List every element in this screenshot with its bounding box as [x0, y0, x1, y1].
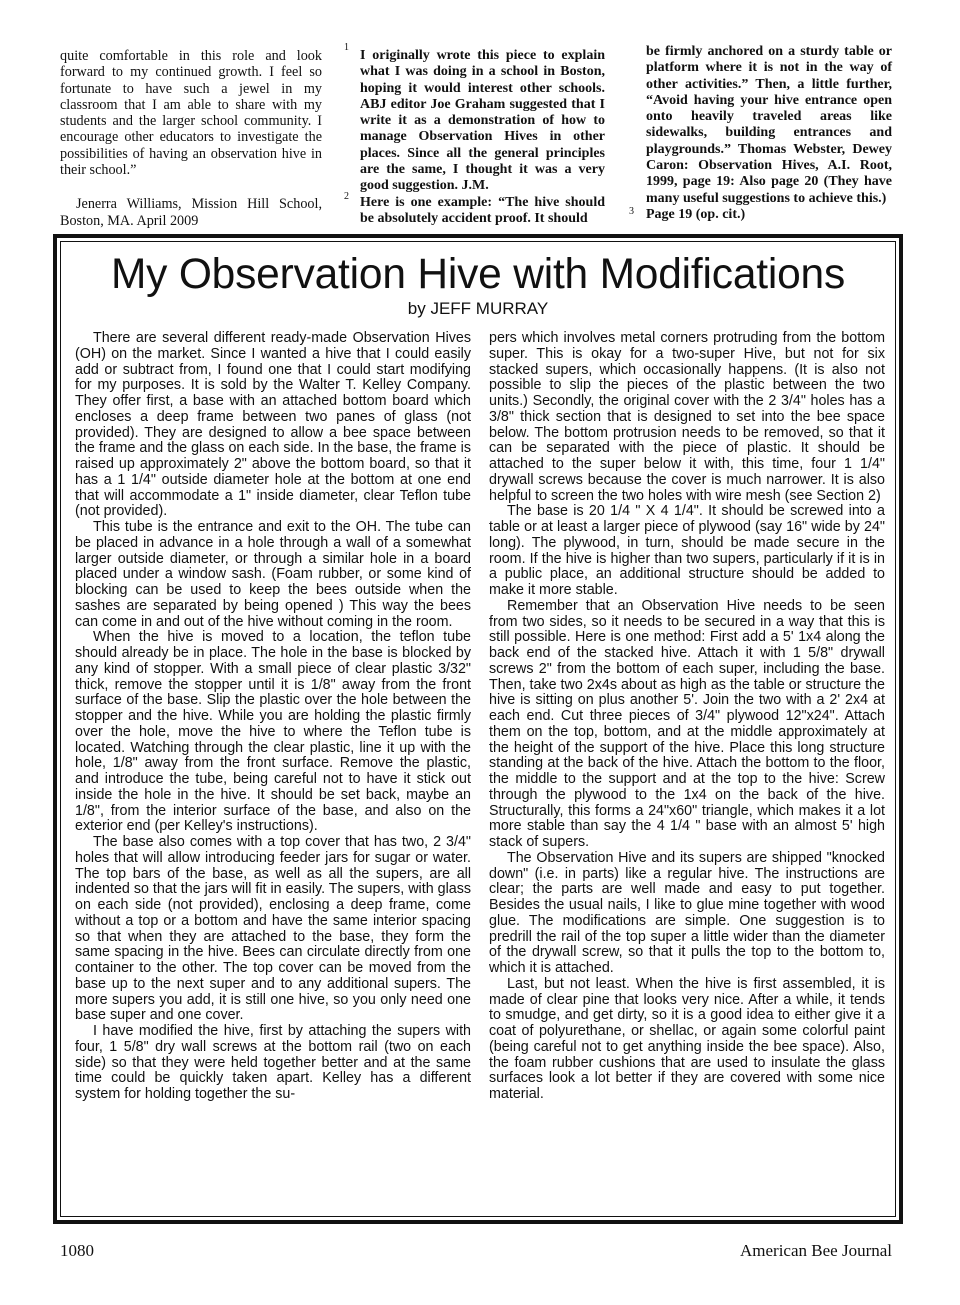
article-paragraph: The base also comes with a top cover that has two, 2 3/4" holes that will allow introducing feeder jars for sugar or water. The top bars of the base, as well as all the supers, are all indented so that the jars will fit in easily. The supers, with glass on each side (not provided), enclosing a deep frame, come without a top or a bottom and have the same interior spacing so that when they are attached to the base, they form the same spacing in the hive. Bees can circulate directly from one container to the other. The top cover can be moved from the base up to the next super and to any additional supers. The more supers you add, it is still one hive, so you only need one base super and one cover.: [75, 834, 472, 1024]
endnote-2-continuation: [646, 44, 892, 223]
article-paragraph: When the hive is moved to a location, the teflon tube should already be in place. The hole in the base is blocked by any kind of stopper. With a small piece of clear plastic 3/32" thick, remove the stopper until it is 1/8" away from the front surface of the base. Slip the plastic over the hole between the stopper and the hive. While you are holding the plastic firmly over the hole, move the hive to where the Teflon tube is located. Watching through the clear plastic, line it up with the hole, 1/8" away from the front surface. Remove the plastic, and introduce the tube, being careful not to have it stick out inside the hole in the hive. It should be set back, maybe an 1/8", from the interior surface of the base, and also on the exterior end (per Kelley's instructions).: [75, 629, 471, 835]
endnote-2-tail: be firmly anchored on a sturdy table or platform where it is not in the way of other activities.” Then, a little further, “Avoid having your hive entrance open onto heavily traveled areas like sidewalks, building entrances and playgrounds.” Thomas Webster, Dewey Caron: Observation Hives, A.I. Root, 1999, page 19: Also page 20 (They have many useful suggestions to achieve this.): [646, 44, 892, 206]
article-paragraph: The Observation Hive and its supers are shipped "knocked down" (i.e. in parts) like a regular hive. The instructions are clear; the parts are well made and easy to put together. Besides the usual nails, I like to glue mine together with wood glue. The modifications are simple. One suggestion is to predrill the rail of the top super a little wider than the diameter of the drywall screw, so that it pulls the top to the bottom to, which it is attached.: [489, 849, 885, 976]
article-column-right: [489, 331, 885, 1103]
journal-name: American Bee Journal: [740, 1241, 892, 1260]
letter-continuation: [60, 48, 322, 229]
article-paragraph: This tube is the entrance and exit to the OH. The tube can be placed in advance in a hole through a wall of a somewhat larger outside diameter, or through a similar hole in a board placed under a window sash. (Foam rubber, or some kind of blocking can be used to keep the bees outside when the sashes are separated by being opened ) This way the bees can come in and out of the hive without coming in the room.: [75, 519, 471, 630]
endnote-1: I originally wrote this piece to explain what I was doing in a school in Boston, hoping it would interest other schools. ABJ editor Joe Graham suggested that I write it as a demonstration of how to manage Observation Hives in other places. Since all the general principles are the same, I thought it was a very good suggestion. J.M.: [360, 48, 605, 194]
article-inner-frame: [60, 241, 896, 1217]
article-paragraph: I have modified the hive, first by attaching the supers with four, 1 5/8" dry wall screws at the bottom rail (two on each side) so that they were held together better and at the same time could be quickly taken apart. Kelley has a different system for holding together the su-: [75, 1023, 471, 1102]
endnote-2-text: Here is one example: “The hive should be absolutely accident proof. It should: [360, 195, 605, 227]
article-title: My Observation Hive with Modifications: [110, 251, 846, 298]
article-paragraph: The base is 20 1/4 " X 4 1/4". It should be screwed into a table or at least a larger piece of plywood (say 16" wide by 24" long). The plywood, in turn, should be made secure in the room. If the hive is higher than two supers, particularly if it is in a public place, an additional structure should be added to make it more stable.: [489, 503, 885, 598]
letter-attribution: Jenerra Williams, Mission Hill School, Boston, MA. April 2009: [60, 196, 322, 229]
article-paragraph: There are several different ready-made Observation Hives (OH) on the market. Since I wanted a hive that I could easily add or subtract from, I found one that I could start modifying for my purposes. It is sold by the Walter T. Kelley Company. They offer first, a base with an attached bottom board which encloses a deep frame between two panes of glass (not provided). They are designed to allow a bee space between the frame and the glass on each side. In the base, the frame is raised up approximately 2" above the bottom board, so that it has a 1 1/4" outside diameter hole at the bottom at one end that will accommodate a 1" inside diameter, clear Teflon tube (not provided).: [75, 330, 471, 520]
page-number: 1080: [60, 1241, 94, 1260]
article-byline: by JEFF MURRAY: [407, 299, 549, 318]
article-paragraph-continued: pers which involves metal corners protruding from the bottom super. This is okay for a two-super Hive, but not for six stacked supers, which occasionally happens. (It is also not possible to slip the pieces of the plastic between the two units.) Secondly, the original cover with the 2 3/4" holes has a 3/8" thick section that is designed to set into the bee space below. The bottom protrusion needs to be removed, so that it can be separated with the piece of plastic. It should be attached to the super below it with, this time, four 1 1/4" drywall screws because the cover is much narrower. It is also helpful to screen the two holes with wire mesh (see Section 2): [489, 330, 885, 504]
article-paragraph: Last, but not least. When the hive is first assembled, it is made of clear pine that looks very nice. After a while, it tends to smudge, and get dirty, so it is a good idea to either give it a coat of polyurethane, or shellac, or again some colorful paint (being careful not to get anything inside the bee space). Also, the foam rubber cushions that are used to insulate the glass surfaces look a lot better if they are covered with some nice material.: [489, 975, 885, 1102]
endnote-2: [360, 195, 605, 227]
endnote-number-3: 3: [629, 206, 634, 217]
article-paragraph: Remember that an Observation Hive needs to be seen from two sides, so it needs to be secured in a way that this is still possible. Here is one method: First add a 5' 1x4 along the back end of the stacked hive. Attach it with 1 5/8" drywall screws 2" from the bottom of each super, including the base. Then, take two 2x4s about as high as the table or structure the hive is sitting on plus another 5'. Join the two with a 2' 2x4 at each end. Cut three pieces of 3/4" plywood 12"x24". Attach them on the top, bottom, and at the middle approximately at the height of the support of the hive. Place this long structure standing at the back of the hive. Attach the bottom to the floor, the middle to the support and at the top to the hive: Screw through the plywood to the 1x4 on the back of the hive. Structurally, this forms a 24"x60" triangle, which makes it a lot more stable than say the 4 1/4 " base with an almost 5' high stack of supers.: [489, 597, 885, 850]
endnote-number-1: 1: [344, 42, 349, 53]
endnote-3-text: Page 19 (op. cit.): [646, 206, 746, 222]
endnote-number-2: 2: [344, 191, 349, 202]
letter-text: quite comfortable in this role and look forward to my continued growth. I feel so fortunate to have such a jewel in my classroom that I am able to share with my students and the larger school community. I encourage other educators to investigate the possibilities of having an observation hive in their school.”: [60, 48, 322, 179]
article-column-left: [75, 331, 471, 1103]
article-box: [53, 234, 903, 1224]
